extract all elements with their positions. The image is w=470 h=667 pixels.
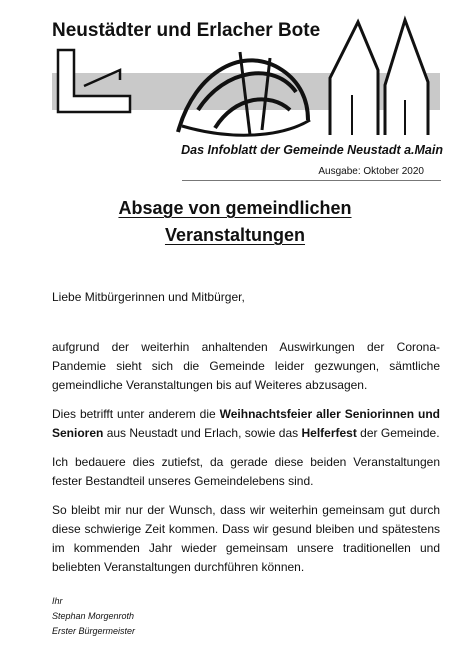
article-headline	[0, 195, 470, 249]
salutation: Liebe Mitbürgerinnen und Mitbürger,	[52, 290, 245, 304]
signature-block	[52, 594, 135, 639]
church-spire-icon	[330, 22, 378, 135]
headline-line-2: Veranstaltungen	[164, 225, 306, 245]
divider	[182, 180, 441, 181]
signature-closing: Ihr	[52, 596, 63, 606]
paragraph-1: aufgrund der weiterhin anhaltenden Auswirkungen der Corona-Pandemie sieht sich die Gemeinde leider gezwungen, sämtliche gemeindliche Veranstaltungen bis auf Weiteres abzusagen.	[52, 340, 440, 392]
headline-line-1: Absage von gemeindlichen	[118, 198, 352, 218]
newspaper-title: Neustädter und Erlacher Bote	[52, 20, 321, 41]
letter-body	[52, 288, 440, 587]
event-name-helferfest: Helferfest	[301, 426, 357, 440]
issue-date: Ausgabe: Oktober 2020	[318, 166, 424, 177]
event-name-christmas: Weihnachtsfeier aller Seniorinnen und Senioren	[52, 407, 440, 440]
newspaper-subtitle: Das Infoblatt der Gemeinde Neustadt a.Main	[181, 143, 443, 157]
paragraph-2-text-c: aus Neustadt und Erlach, sowie das	[103, 426, 302, 440]
paragraph-2-text-e: der Gemeinde.	[356, 426, 440, 440]
signature-name: Stephan Morgenroth	[52, 611, 135, 621]
masthead	[0, 0, 470, 190]
paragraph-3: Ich bedauere dies zutiefst, da gerade diese beiden Veranstaltungen fester Bestandteil unseres Gemeindelebens sind.	[52, 455, 440, 488]
paragraph-4: So bleibt mir nur der Wunsch, dass wir weiterhin gemeinsam gut durch diese schwierige Zeit kommen. Dass wir gesund bleiben und spätestens im kommenden Jahr wieder gemeinsam unsere traditionellen und beliebten Veranstaltungen durchführen können.	[52, 503, 440, 574]
church-tower-icon	[385, 20, 428, 135]
signature-role: Erster Bürgermeister	[52, 626, 136, 636]
paragraph-2	[52, 405, 440, 443]
paragraph-2-text-a: Dies betrifft unter anderem die	[52, 407, 220, 421]
